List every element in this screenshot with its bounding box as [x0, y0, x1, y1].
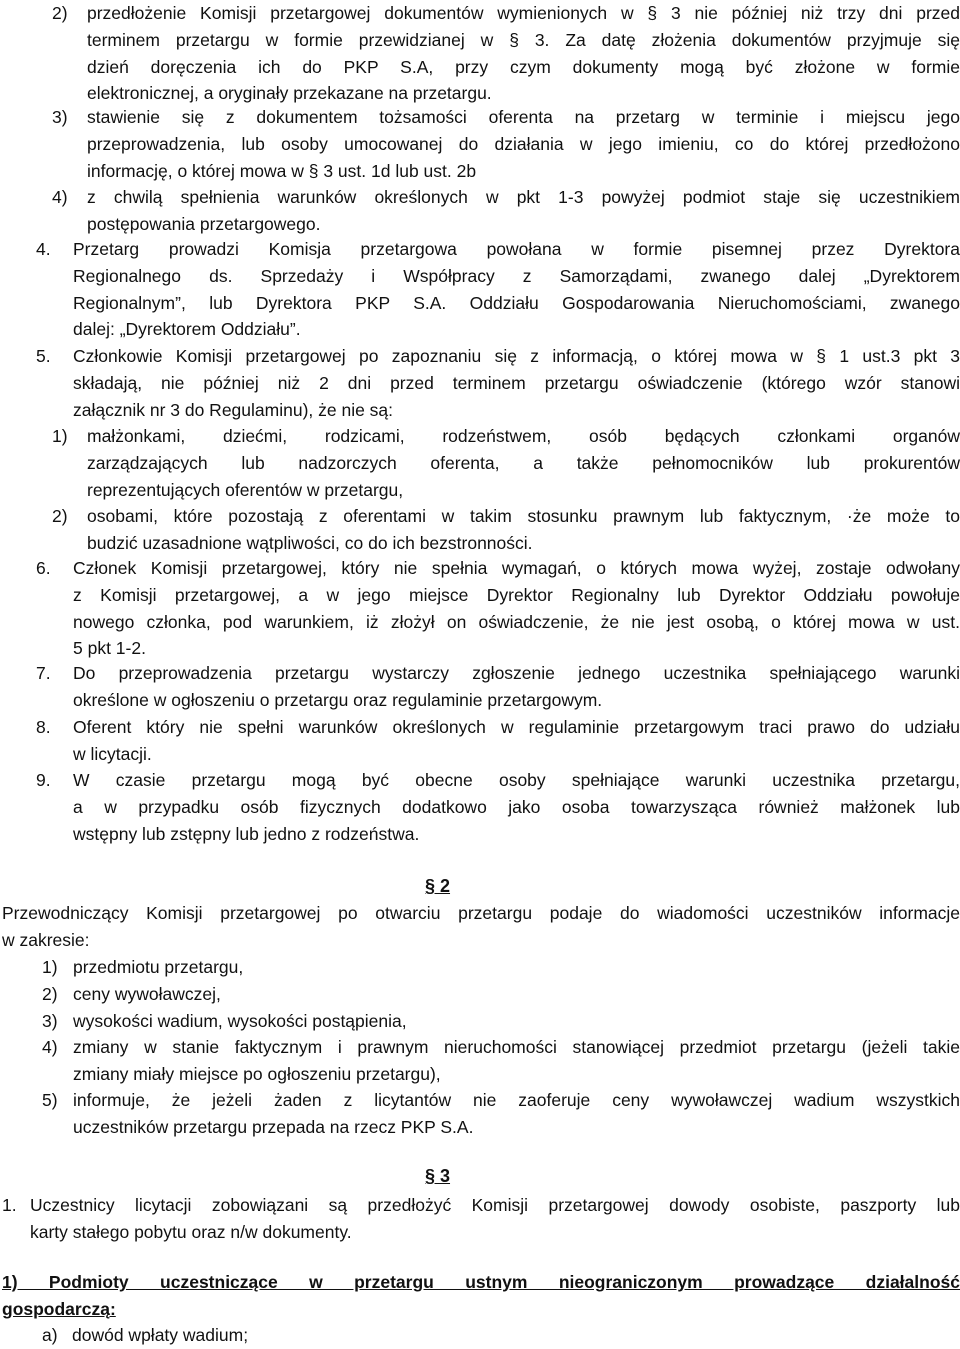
item-number: 2): [52, 3, 68, 23]
list-item: [36, 555, 960, 662]
text-line: składają, nie później niż 2 dni przed terminem przetargu oświadczenie (którego wzór stanowi: [73, 372, 960, 393]
text-line: terminem przetargu w formie przewidzianej w § 3. Za datę złożenia dokumentów przyjmuje się: [87, 29, 960, 50]
subheading: [2, 1269, 960, 1323]
text-line: gospodarczą:: [2, 1298, 116, 1319]
text-line: Regionalnego ds. Sprzedaży i Współpracy z Samorządami, zwanego dalej „Dyrektorem: [73, 265, 960, 286]
text-line: reprezentujących oferentów w przetargu,: [87, 479, 404, 500]
paragraph: [2, 900, 960, 954]
item-number: 8.: [36, 717, 51, 737]
text-line: budzić uzasadnione wątpliwości, co do ich bezstronności.: [87, 532, 533, 553]
text-line: a w przypadku osób fizycznych dodatkowo jako osoba towarzysząca również małżonek lub: [73, 796, 960, 817]
text-line: przedmiotu przetargu,: [73, 957, 244, 977]
text-line: małżonkami, dziećmi, rodzicami, rodzeństwem, osób będących członkami organów: [87, 426, 960, 446]
text-line: Regionalnym”, lub Dyrektora PKP S.A. Oddziału Gospodarowania Nieruchomościami, zwanego: [73, 292, 960, 313]
text-line: określone w ogłoszeniu o przetargu oraz regulaminie przetargowym.: [73, 689, 603, 710]
text-line: z chwilą spełnienia warunków określonych w pkt 1-3 powyżej podmiot staje się uczestnikiem: [87, 187, 960, 207]
text-line: wstępny lub zstępny lub jedno z rodzeństwa.: [73, 823, 420, 844]
item-number: 4.: [36, 239, 51, 259]
item-number: 4): [52, 187, 68, 207]
item-number: 7.: [36, 663, 51, 683]
section-heading: § 3: [425, 1166, 451, 1186]
text-line: zmiany miały miejsce po ogłoszeniu przetargu),: [73, 1063, 441, 1084]
text-line: z Komisji przetargowej, a w jego miejsce Dyrektor Regionalny lub Dyrektor Oddziału powołuje: [73, 584, 960, 605]
text-line: Członek Komisji przetargowej, który nie spełnia wymagań, o których mowa wyżej, zostaje odwołany: [73, 558, 960, 578]
item-number: 1): [42, 957, 58, 977]
text-line: postępowania przetargowego.: [87, 213, 321, 234]
list-item: [42, 1322, 960, 1349]
text-line: dalej: „Dyrektorem Oddziału”.: [73, 319, 301, 340]
text-line: Oferent który nie spełni warunków określonych w regulaminie przetargowym traci prawo do udziału: [73, 717, 960, 737]
text-line: dowód wpłaty wadium;: [72, 1325, 249, 1345]
item-number: 6.: [36, 558, 51, 578]
text-line: W czasie przetargu mogą być obecne osoby spełniające warunki uczestnika przetargu,: [73, 770, 960, 790]
list-item: [42, 981, 960, 1008]
text-line: elektronicznej, a oryginały przekazane na przetargu.: [87, 83, 492, 104]
list-item: [36, 767, 960, 847]
item-number: 5): [42, 1090, 58, 1110]
item-number: 4): [42, 1037, 58, 1057]
text-line: Przewodniczący Komisji przetargowej po otwarciu przetargu podaje do wiadomości uczestników informacje: [2, 903, 960, 923]
text-line: informację, o której mowa w § 3 ust. 1d lub ust. 2b: [87, 160, 477, 181]
list-item: [42, 1034, 960, 1088]
list-item: [36, 343, 960, 423]
list-item: [52, 0, 960, 107]
text-line: przeprowadzenia, lub osoby umocowanej do działania w jego imieniu, co do której przedłożono: [87, 133, 960, 154]
list-item: [52, 104, 960, 184]
text-line: Do przeprowadzenia przetargu wystarczy zgłoszenie jednego uczestnika spełniającego warunki: [73, 663, 960, 683]
section-heading: § 2: [425, 876, 451, 896]
item-number: 5.: [36, 346, 51, 366]
item-number: 2): [52, 506, 68, 526]
list-item: [42, 1087, 960, 1141]
item-number: 1): [52, 426, 68, 446]
text-line: przedłożenie Komisji przetargowej dokumentów wymienionych w § 3 nie później niż trzy dni przed: [87, 3, 960, 23]
list-item: [52, 184, 960, 238]
text-line: 1) Podmioty uczestniczące w przetargu ustnym nieograniczonym prowadzące działalność: [2, 1272, 960, 1292]
item-number: a): [42, 1325, 58, 1345]
item-number: 2): [42, 984, 58, 1004]
list-item: [42, 954, 960, 981]
text-line: karty stałego pobytu oraz n/w dokumenty.: [30, 1221, 352, 1242]
item-number: 3): [42, 1011, 58, 1031]
item-number: 9.: [36, 770, 51, 790]
list-item: [2, 1192, 960, 1246]
text-line: zarządzających lub nadzorczych oferenta, a także pełnomocników lub prokurentów: [87, 452, 960, 473]
text-line: załącznik nr 3 do Regulaminu), że nie są:: [73, 399, 394, 420]
text-line: wysokości wadium, wysokości postąpienia,: [73, 1011, 407, 1031]
text-line: stawienie się z dokumentem tożsamości oferenta na przetarg w terminie i miejscu jego: [87, 107, 960, 127]
text-line: informuje, że jeżeli żaden z licytantów nie zaoferuje ceny wywoławczej wadium wszystkich: [73, 1090, 960, 1110]
text-line: Przetarg prowadzi Komisja przetargowa powołana w formie pisemnej przez Dyrektora: [73, 239, 960, 259]
list-item: [52, 423, 960, 503]
item-number: 3): [52, 107, 68, 127]
text-line: nowego członka, pod warunkiem, iż złożył on oświadczenie, że nie jest osobą, o której mowa w ust.: [73, 611, 960, 632]
list-item: [36, 714, 960, 768]
list-item: [52, 503, 960, 557]
list-item: [42, 1008, 960, 1035]
text-line: w licytacji.: [73, 743, 152, 764]
list-item: [36, 660, 960, 714]
text-line: Członkowie Komisji przetargowej po zapoznaniu się z informacją, o której mowa w § 1 ust.3 pkt 3: [73, 346, 960, 366]
list-item: [36, 236, 960, 343]
item-number: 1.: [2, 1195, 17, 1215]
text-line: ceny wywoławczej,: [73, 984, 221, 1004]
text-line: dzień doręczenia ich do PKP S.A, przy czym dokumenty mogą być złożone w formie: [87, 56, 960, 77]
text-line: Uczestnicy licytacji zobowiązani są przedłożyć Komisji przetargowej dowody osobiste, paszporty lub: [30, 1195, 960, 1215]
text-line: 5 pkt 1-2.: [73, 638, 146, 659]
text-line: zmiany w stanie faktycznym i prawnym nieruchomości stanowiącej przedmiot przetargu (jeżeli takie: [73, 1037, 960, 1057]
text-line: uczestników przetargu przepada na rzecz PKP S.A.: [73, 1116, 474, 1137]
text-line: w zakresie:: [2, 929, 90, 950]
text-line: osobami, które pozostają z oferentami w takim stosunku prawnym lub faktycznym, ·że może to: [87, 506, 960, 526]
